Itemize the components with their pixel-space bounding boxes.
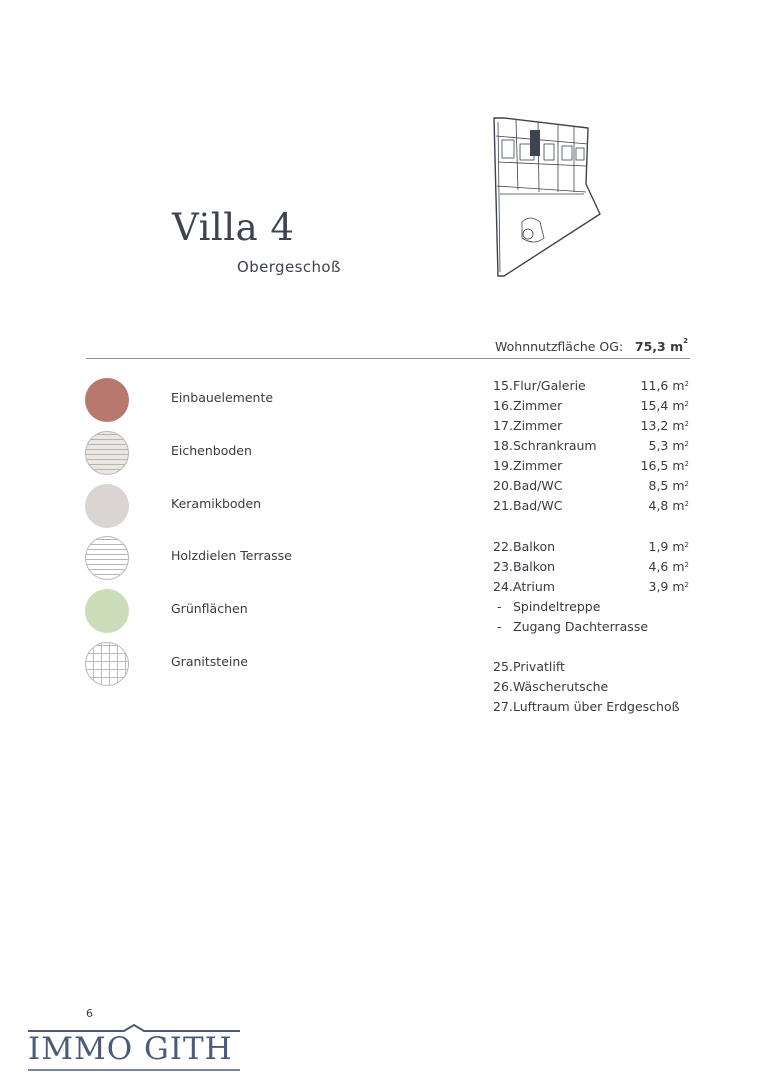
room-row: [493, 476, 689, 496]
site-plan-diagram: [488, 114, 608, 282]
room-number: 15.: [493, 378, 513, 393]
room-area: 15,4 $m^2$: [640, 398, 689, 413]
room-name: Privatlift: [513, 659, 565, 674]
room-number: 23.: [493, 559, 513, 574]
legend-item: [85, 589, 385, 635]
room-area: 8,5 $m^2$: [648, 478, 689, 493]
legend-swatch: [85, 484, 129, 528]
room-row: [493, 496, 689, 516]
room-name: Wäscherutsche: [513, 679, 609, 694]
legend-swatch: [85, 642, 129, 686]
room-number: -: [497, 599, 502, 614]
legend-swatch: [85, 431, 129, 475]
room-number: 19.: [493, 458, 513, 473]
room-row: [493, 376, 689, 396]
room-row: [493, 677, 689, 697]
room-number: 26.: [493, 679, 513, 694]
room-name: Zugang Dachterrasse: [513, 619, 649, 634]
living-area-label: Wohnnutzfläche OG:: [495, 339, 624, 354]
room-name: Schrankraum: [513, 438, 597, 453]
room-number: 20.: [493, 478, 513, 493]
room-row: [493, 416, 689, 436]
room-number: 25.: [493, 659, 513, 674]
legend-item: [85, 484, 385, 530]
room-area: 4,8 $m^2$: [648, 498, 689, 513]
legend-label: Keramikboden: [171, 496, 262, 511]
room-area: 3,9 $m^2$: [648, 579, 689, 594]
legend-label: Holzdielen Terrasse: [171, 548, 292, 563]
room-row: [493, 436, 689, 456]
room-number: 16.: [493, 398, 513, 413]
logo: IMMO GITH: [28, 1031, 233, 1067]
room-row: [493, 617, 689, 637]
legend-item: [85, 431, 385, 477]
floor-subtitle: Obergeschoß: [237, 258, 341, 276]
room-area: 5,3 $m^2$: [648, 438, 689, 453]
room-number: 18.: [493, 438, 513, 453]
legend-item: [85, 642, 385, 688]
legend-label: Granitsteine: [171, 654, 248, 669]
room-row: [493, 557, 689, 577]
room-row: [493, 597, 689, 617]
room-row: [493, 537, 689, 557]
legend-label: Eichenboden: [171, 443, 252, 458]
divider: [86, 358, 690, 359]
room-area: 4,6 $m^2$: [648, 559, 689, 574]
room-row: [493, 657, 689, 677]
room-number: 22.: [493, 539, 513, 554]
legend-item: [85, 378, 385, 424]
room-name: Spindeltreppe: [513, 599, 601, 614]
room-row: [493, 577, 689, 597]
legend-swatch: [85, 589, 129, 633]
living-area-value: 75,3 $m^2$: [634, 337, 688, 354]
room-area: 1,9 $m^2$: [648, 539, 689, 554]
room-name: Zimmer: [513, 398, 563, 413]
room-name: Bad/WC: [513, 478, 563, 493]
room-row: [493, 697, 689, 717]
legend-label: Grünflächen: [171, 601, 248, 616]
legend-swatch: [85, 536, 129, 580]
room-area: 11,6 $m^2$: [640, 378, 689, 393]
room-name: Luftraum über Erdgeschoß: [513, 699, 680, 714]
room-area: 13,2 $m^2$: [640, 418, 689, 433]
room-name: Atrium: [513, 579, 555, 594]
room-number: -: [497, 619, 502, 634]
room-area: 16,5 $m^2$: [640, 458, 689, 473]
page-title: Villa 4: [172, 206, 295, 249]
room-number: 21.: [493, 498, 513, 513]
room-name: Zimmer: [513, 458, 563, 473]
room-name: Balkon: [513, 539, 556, 554]
legend-item: [85, 536, 385, 582]
legend-label: Einbauelemente: [171, 390, 274, 405]
room-name: Balkon: [513, 559, 556, 574]
room-name: Bad/WC: [513, 498, 563, 513]
room-number: 17.: [493, 418, 513, 433]
room-number: 27.: [493, 699, 513, 714]
room-row: [493, 396, 689, 416]
legend-swatch: [85, 378, 129, 422]
page-number: 6: [86, 1007, 93, 1020]
room-name: Zimmer: [513, 418, 563, 433]
room-number: 24.: [493, 579, 513, 594]
room-row: [493, 456, 689, 476]
room-name: Flur/Galerie: [513, 378, 586, 393]
